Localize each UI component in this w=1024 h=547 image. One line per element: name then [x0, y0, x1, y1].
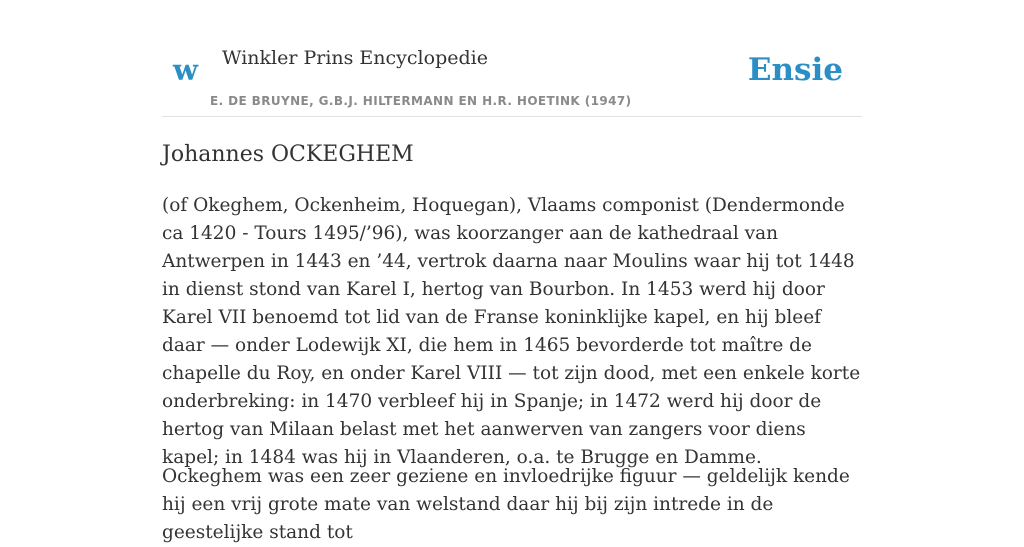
page: [162, 0, 862, 543]
article-title: Johannes OCKEGHEM: [162, 142, 414, 167]
encyclopedia-authors: E. DE BRUYNE, G.B.J. HILTERMANN EN H.R. HOETINK (1947): [210, 94, 632, 108]
article-paragraph: Ockeghem was een zeer geziene en invloedrijke figuur — geldelijk kende hij een vrij grote mate van welstand daar hij bij zijn intrede in de geestelijke stand tot: [162, 466, 850, 543]
encyclopedia-logo[interactable]: w: [173, 53, 198, 87]
article-paragraph: (of Okeghem, Ockenheim, Hoquegan), Vlaams componist (Dendermonde ca 1420 - Tours 1495/’96), was koorzanger aan de kathedraal van Antwerpen in 1443 en ’44, vertrok daarna naar Moulins waar hij tot 1448 in dienst stond van Karel I, hertog van Bourbon. In 1453 werd hij door Karel VII benoemd tot lid van de Franse koninklijke kapel, en hij bleef daar — onder Lodewijk XI, die hem in 1465 bevorderde tot maître de chapelle du Roy, en onder Karel VIII — tot zijn dood, met een enkele korte onderbreking: in 1470 verbleef hij in Spanje; in 1472 werd hij door de hertog van Milaan belast met het aanwerven van zangers voor diens kapel; in 1484 was hij in Vlaanderen, o.a. te Brugge en Damme.: [162, 195, 861, 468]
ensie-logo-link[interactable]: Ensie: [747, 52, 843, 88]
header: [162, 0, 862, 117]
encyclopedia-title[interactable]: Winkler Prins Encyclopedie: [222, 47, 488, 69]
